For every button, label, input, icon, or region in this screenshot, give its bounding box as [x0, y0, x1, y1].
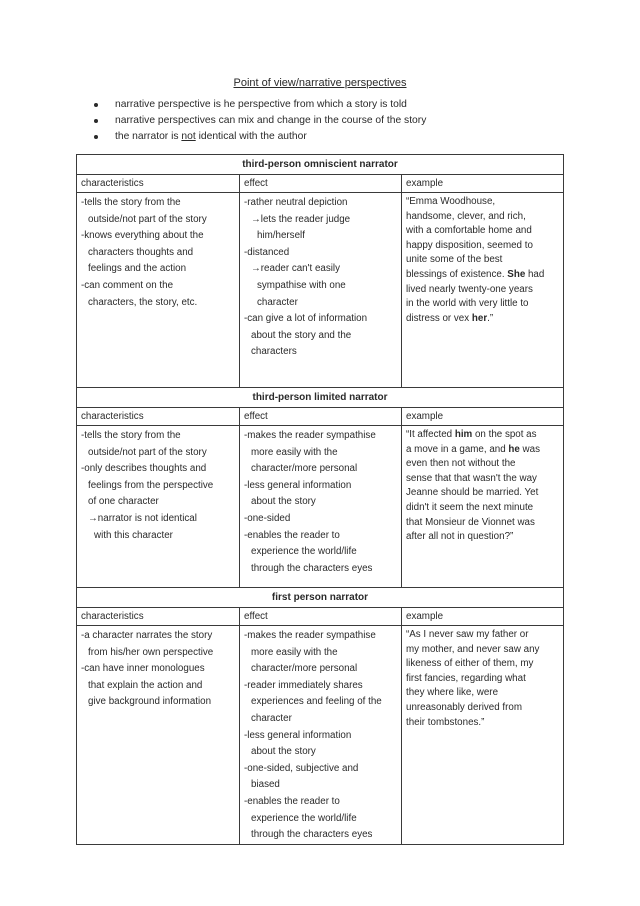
characteristics-cell: -tells the story from the outside/not part of the story -only describes thoughts and feelings from the perspective of one character →narrator is not identical with this character	[77, 426, 240, 588]
example-cell: “Emma Woodhouse, handsome, clever, and rich, with a comfortable home and happy disposition, seemed to unite some of the best blessings of existence. She had lived nearly twenty-one years in the world with very little to distress or vex her.”	[402, 193, 564, 388]
section-heading: third-person omniscient narrator	[77, 155, 564, 175]
perspectives-table	[76, 154, 564, 845]
bullet-dot	[94, 119, 98, 123]
column-header-effect: effect	[240, 608, 402, 626]
column-header-characteristics: characteristics	[77, 408, 240, 426]
bullet-text: the narrator is not identical with the author	[115, 131, 307, 142]
column-header-characteristics: characteristics	[77, 608, 240, 626]
bullet-dot	[94, 135, 98, 139]
characteristics-cell: -a character narrates the story from his/her own perspective -can have inner monologues that explain the action and give background information	[77, 626, 240, 845]
section-heading: third-person limited narrator	[77, 388, 564, 408]
bullet-dot	[94, 103, 98, 107]
column-header-effect: effect	[240, 175, 402, 193]
column-header-characteristics: characteristics	[77, 175, 240, 193]
column-header-example: example	[402, 408, 564, 426]
column-header-example: example	[402, 175, 564, 193]
effect-cell: -rather neutral depiction →lets the reader judge him/herself -distanced →reader can't easily sympathise with one character -can give a lot of information about the story and the characters	[240, 193, 402, 388]
characteristics-cell: -tells the story from the outside/not part of the story -knows everything about the characters thoughts and feelings and the action -can comment on the characters, the story, etc.	[77, 193, 240, 388]
underlined-word: not	[181, 131, 196, 142]
bullet-list	[0, 97, 426, 145]
list-item	[0, 113, 426, 129]
effect-cell: -makes the reader sympathise more easily with the character/more personal -reader immediately shares experiences and feeling of the character -less general information about the story -one-sided, subjective and biased -enables the reader to experience the world/life through the characters eyes	[240, 626, 402, 845]
list-item	[0, 97, 426, 113]
column-header-effect: effect	[240, 408, 402, 426]
example-cell: “As I never saw my father or my mother, and never saw any likeness of either of them, my first fancies, regarding what they where like, were unreasonably derived from their tombstones.”	[402, 626, 564, 845]
list-item	[0, 129, 426, 145]
bullet-text: narrative perspective is he perspective from which a story is told	[115, 99, 407, 110]
bullet-text: narrative perspectives can mix and change in the course of the story	[115, 115, 427, 126]
column-header-example: example	[402, 608, 564, 626]
page-title: Point of view/narrative perspectives	[233, 77, 407, 89]
section-heading: first person narrator	[77, 588, 564, 608]
effect-cell: -makes the reader sympathise more easily with the character/more personal -less general information about the story -one-sided -enables the reader to experience the world/life through the characters eyes	[240, 426, 402, 588]
example-cell: “It affected him on the spot as a move in a game, and he was even then not without the sense that that wasn't the way Jeanne should be married. Yet didn't it seem the next minute that Monsieur de Vionnet was after all not in question?”	[402, 426, 564, 588]
